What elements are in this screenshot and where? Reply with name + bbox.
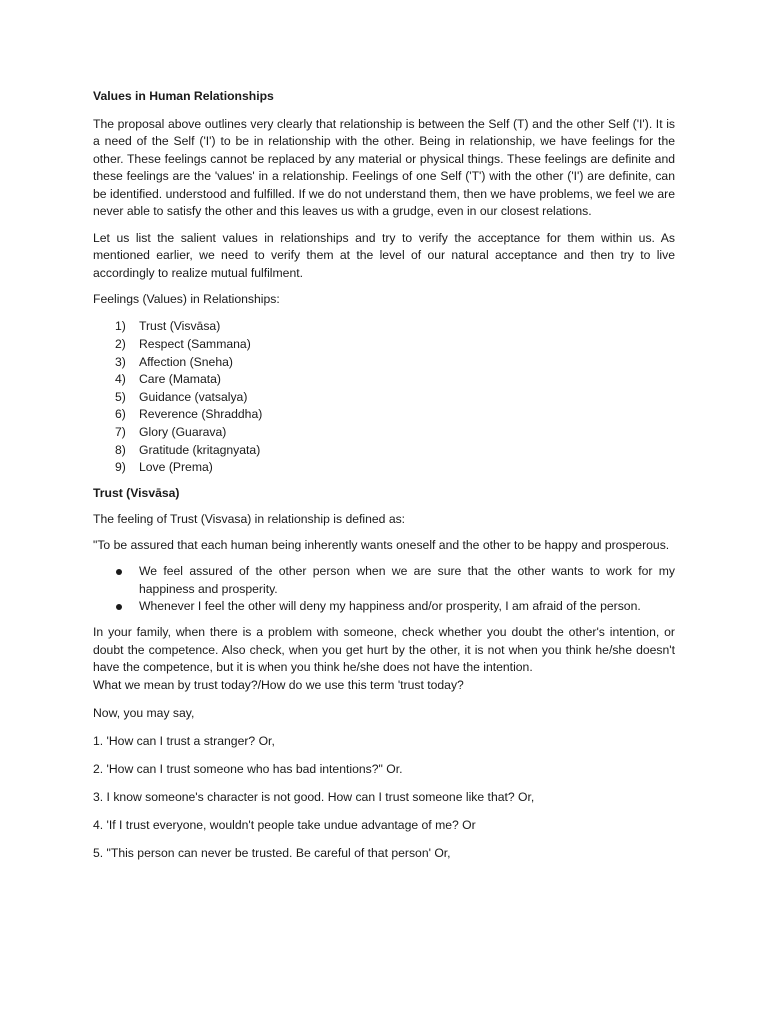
bullet-icon	[116, 604, 122, 610]
saying-item: 1. 'How can I trust a stranger? Or,	[93, 734, 275, 748]
bullet-icon	[116, 569, 122, 575]
list-item-number: 5)	[115, 389, 126, 404]
saying-item: 5. "This person can never be trusted. Be careful of that person' Or,	[93, 845, 451, 860]
list-item	[93, 563, 675, 598]
list-item	[93, 598, 675, 616]
list-item-number: 6)	[115, 407, 126, 422]
trust-definition: "To be assured that each human being inherently wants oneself and the other to be happy and prosperous.	[93, 538, 670, 553]
intro-paragraph: The proposal above outlines very clearly that relationship is between the Self (T) and the other Self ('I'). It is a need of the Self ('I') to be in relationship with the other. Being in relationship, we have feelings for the other. These feelings cannot be replaced by any material or physical things. These feelings are definite and these feelings are the 'values' in a relationship. Feelings of one Self ('T') with the other ('I') are definite, can be identified. understood and fulfilled. If we do not understand them, then we have problems, we feel we are never able to satisfy the other and this leaves us with a grudge, even in our closest relations.	[93, 116, 675, 219]
list-item-number: 4)	[115, 372, 126, 387]
bullet-text: Whenever I feel the other will deny my happiness and/or prosperity, I am afraid of the person.	[139, 599, 641, 614]
list-item-text: Care (Mamata)	[139, 372, 221, 387]
list-item-number: 8)	[115, 442, 126, 457]
family-paragraph: In your family, when there is a problem with someone, check whether you doubt the other's intention, or doubt the competence. Also check, when you get hurt by the other, it is not when you think he/she doesn't have the competence, but it is when you think he/she does not have the intention.	[93, 625, 675, 675]
list-item-text: Love (Prema)	[139, 460, 213, 475]
bullet-text: We feel assured of the other person when we are sure that the other wants to work for my happiness and prosperity.	[139, 563, 675, 596]
saying-item: 2. 'How can I trust someone who has bad intentions?" Or.	[93, 761, 403, 776]
list-item	[93, 424, 675, 442]
list-item-number: 3)	[115, 354, 126, 369]
list-item	[93, 371, 675, 389]
list-item-text: Reverence (Shraddha)	[139, 407, 263, 422]
list-item	[93, 318, 675, 336]
saying-item: 3. I know someone's character is not good. How can I trust someone like that? Or,	[93, 789, 535, 804]
list-item	[93, 406, 675, 424]
list-item	[93, 442, 675, 460]
values-list	[93, 318, 675, 476]
list-item-text: Guidance (vatsalya)	[139, 389, 248, 404]
list-item-text: Respect (Sammana)	[139, 337, 251, 352]
list-item-text: Affection (Sneha)	[139, 354, 233, 369]
trust-heading: Trust (Visvāsa)	[93, 486, 180, 501]
list-item-number: 7)	[115, 425, 126, 439]
list-item	[93, 389, 675, 407]
document-title: Values in Human Relationships	[93, 89, 274, 103]
list-item-text: Gratitude (kritagnyata)	[139, 442, 261, 457]
saying-item: 4. 'If I trust everyone, wouldn't people take undue advantage of me? Or	[93, 817, 476, 832]
trust-bullet-list	[93, 563, 675, 616]
trust-today-question: What we mean by trust today?/How do we use this term 'trust today?	[93, 678, 464, 693]
list-item	[93, 336, 675, 354]
document-body	[93, 88, 675, 863]
trust-definition-intro: The feeling of Trust (Visvasa) in relationship is defined as:	[93, 512, 406, 527]
values-intro-paragraph: Let us list the salient values in relationships and try to verify the acceptance for them within us. As mentioned earlier, we need to verify them at the level of our natural acceptance and then try to live accordingly to realize mutual fulfilment.	[93, 230, 675, 280]
list-item-number: 9)	[115, 460, 126, 475]
values-list-heading: Feelings (Values) in Relationships:	[93, 291, 280, 306]
list-item-text: Glory (Guarava)	[139, 425, 227, 439]
list-item-text: Trust (Visvāsa)	[139, 319, 221, 334]
list-item-number: 2)	[115, 337, 126, 352]
now-you-may-say: Now, you may say,	[93, 706, 195, 721]
list-item-number: 1)	[115, 319, 126, 334]
list-item	[93, 459, 675, 477]
list-item	[93, 354, 675, 372]
